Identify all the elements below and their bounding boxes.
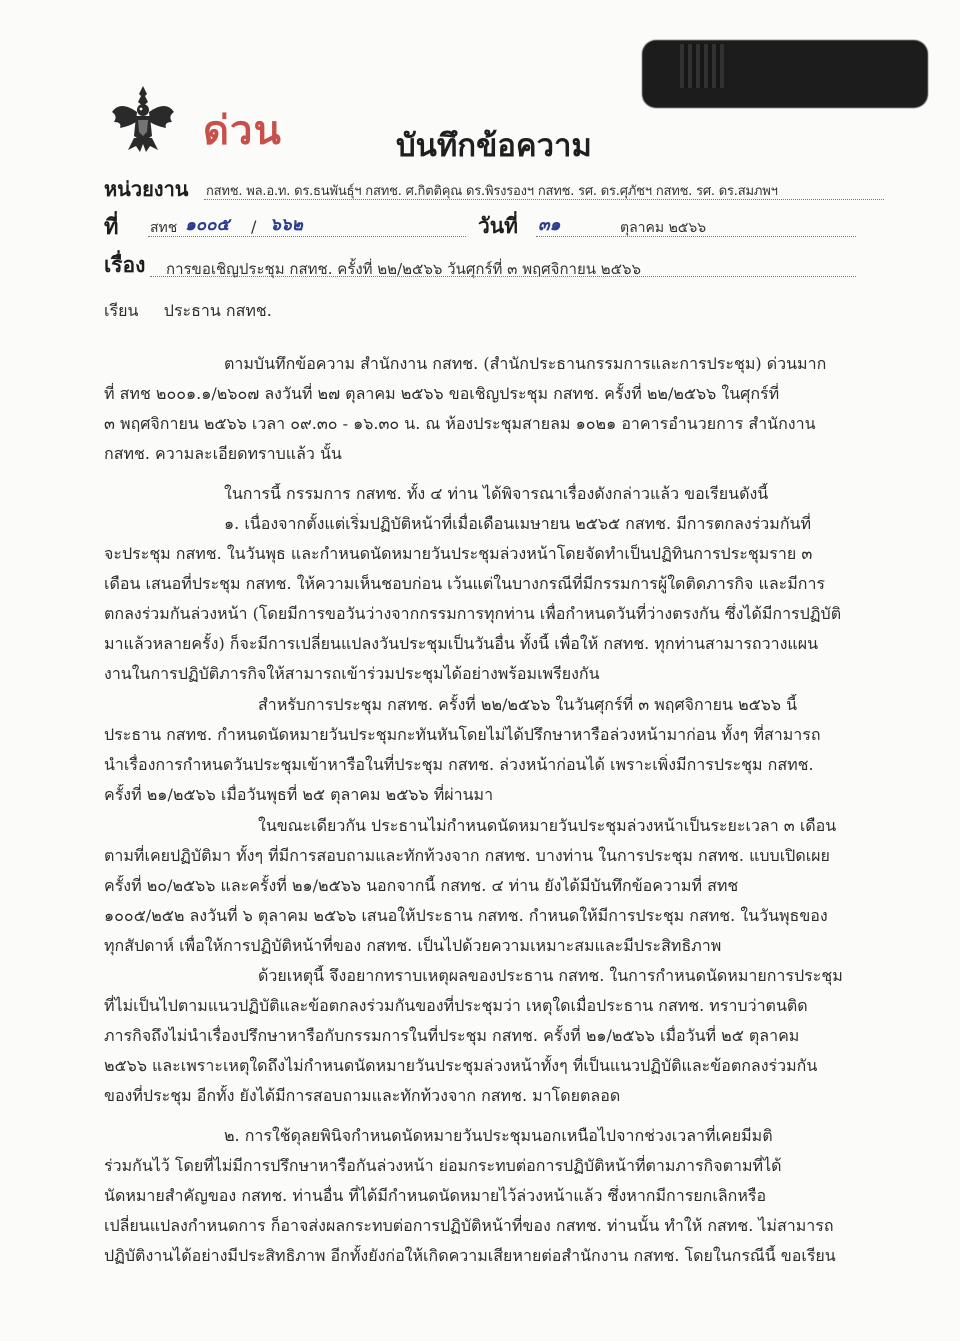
ref-underline: [148, 236, 466, 237]
body-line: ๓ พฤศจิกายน ๒๕๖๖ เวลา ๐๙.๓๐ - ๑๖.๓๐ น. ณ ห้องประชุมสายลม ๑๐๒๑ อาคารอำนวยการ สำนักงาน: [104, 414, 816, 433]
subject-underline: [150, 276, 856, 277]
date-day-handwritten: ๓๑: [538, 215, 561, 235]
body-line: กสทช. ความละเอียดทราบแล้ว นั้น: [104, 444, 342, 463]
ref-label: ที่: [104, 215, 119, 240]
date-underline: [536, 236, 856, 237]
body-line: ปฏิบัติงานได้อย่างมีประสิทธิภาพ อีกทั้งยังก่อให้เกิดความเสียหายต่อสำนักงาน กสทช. โดยในกรณีนี้ ขอเรียน: [104, 1246, 836, 1265]
ref-sub-handwritten: ๖๖๒: [270, 215, 303, 235]
body-line: ประธาน กสทช. กำหนดนัดหมายวันประชุมกะทันหันโดยไม่ได้ปรึกษาหารือล่วงหน้ามาก่อน ทั้งๆ ที่สามารถ: [104, 725, 821, 744]
body-line: นำเรื่องการกำหนดวันประชุมเข้าหารือในที่ประชุม กสทช. ล่วงหน้าก่อนได้ เพราะเพิ่งมีการประชุม กสทช.: [104, 755, 814, 774]
body-line: สำหรับการประชุม กสทช. ครั้งที่ ๒๒/๒๕๖๖ ในวันศุกร์ที่ ๓ พฤศจิกายน ๒๕๖๖ นี้: [258, 695, 798, 714]
body-line: ครั้งที่ ๒๐/๒๕๖๖ และครั้งที่ ๒๑/๒๕๖๖ นอกจากนี้ กสทช. ๔ ท่าน ยังได้มีบันทึกข้อความที่ สทช: [104, 876, 739, 895]
document-title: บันทึกข้อความ: [396, 128, 592, 164]
body-line: ๑. เนื่องจากตั้งแต่เริ่มปฏิบัติหน้าที่เมื่อเดือนเมษายน ๒๕๖๕ กสทช. มีการตกลงร่วมกันที่: [224, 514, 811, 533]
body-line: ภารกิจถึงไม่นำเรื่องปรึกษาหารือกับกรรมการในที่ประชุม กสทช. ครั้งที่ ๒๑/๒๕๖๖ เมื่อวันที่ ๒๕ ตุลาคม: [104, 1026, 800, 1045]
body-line: ๒. การใช้ดุลยพินิจกำหนดนัดหมายวันประชุมนอกเหนือไปจากช่วงเวลาที่เคยมีมติ: [224, 1126, 773, 1145]
body-line: ตามที่เคยปฏิบัติมา ทั้งๆ ที่มีการสอบถามและทักท้วงจาก กสทช. บางท่าน ในการประชุม กสทช. แบบเปิดเผย: [104, 846, 830, 865]
body-line: ที่ สทช ๒๐๐๑.๑/๒๖๐๗ ลงวันที่ ๒๗ ตุลาคม ๒๕๖๖ ขอเชิญประชุม กสทช. ครั้งที่ ๒๒/๒๕๖๖ ในศุกร์ที่: [104, 384, 780, 403]
body-line: งานในการปฏิบัติภารกิจให้สามารถเข้าร่วมประชุมได้อย่างพร้อมเพรียงกัน: [104, 664, 600, 683]
subject-value: การขอเชิญประชุม กสทช. ครั้งที่ ๒๒/๒๕๖๖ วันศุกร์ที่ ๓ พฤศจิกายน ๒๕๖๖: [166, 260, 642, 278]
ref-prefix: สทช: [150, 220, 178, 236]
ref-separator: /: [251, 217, 257, 236]
body-line: มาแล้วหลายครั้ง) ก็จะมีการเปลี่ยนแปลงวันประชุมเป็นวันอื่น ทั้งนี้ เพื่อให้ กสทช. ทุกท่านสามารถวางแผน: [104, 634, 819, 653]
date-month-year: ตุลาคม ๒๕๖๖: [620, 220, 707, 236]
subject-label: เรื่อง: [104, 253, 146, 277]
body-line: ในขณะเดียวกัน ประธานไม่กำหนดนัดหมายวันประชุมล่วงหน้าเป็นระยะเวลา ๓ เดือน: [258, 816, 837, 835]
garuda-emblem-icon: [110, 82, 176, 154]
agency-label: หน่วยงาน: [104, 177, 189, 201]
urgent-label: ด่วน: [203, 108, 282, 154]
agency-underline: [204, 199, 884, 200]
body-line: ด้วยเหตุนี้ จึงอยากทราบเหตุผลของประธาน กสทช. ในการกำหนดนัดหมายการประชุม: [258, 966, 843, 985]
body-line: จะประชุม กสทช. ในวันพุธ และกำหนดนัดหมายวันประชุมล่วงหน้าโดยจัดทำเป็นปฏิทินการประชุมราย ๓: [104, 544, 813, 563]
body-line: ที่ไม่เป็นไปตามแนวปฏิบัติและข้อตกลงร่วมกันของที่ประชุมว่า เหตุใดเมื่อประธาน กสทช. ทราบว่าตนติด: [104, 996, 808, 1015]
qr-code-icon: [680, 44, 724, 88]
body-line: เปลี่ยนแปลงกำหนดการ ก็อาจส่งผลกระทบต่อการปฏิบัติหน้าที่ของ กสทช. ท่านนั้น ทำให้ กสทช. ไม่สามารถ: [104, 1216, 834, 1235]
body-line: ๑๐๐๕/๒๕๒ ลงวันที่ ๖ ตุลาคม ๒๕๖๖ เสนอให้ประธาน กสทช. กำหนดให้มีการประชุม กสทช. ในวันพุธของ: [104, 906, 828, 925]
body-line: ครั้งที่ ๒๑/๒๕๖๖ เมื่อวันพุธที่ ๒๕ ตุลาคม ๒๕๖๖ ที่ผ่านมา: [104, 785, 494, 804]
salutation: เรียน ประธาน กสทช.: [104, 301, 272, 320]
body-line: ทุกสัปดาห์ เพื่อให้การปฏิบัติหน้าที่ของ กสทช. เป็นไปด้วยความเหมาะสมและมีประสิทธิภาพ: [104, 936, 722, 955]
body-line: ตามบันทึกข้อความ สำนักงาน กสทช. (สำนักประธานกรรมการและการประชุม) ด่วนมาก: [224, 354, 827, 373]
ref-number-handwritten: ๑๐๐๕: [185, 215, 230, 235]
body-line: ของที่ประชุม อีกทั้ง ยังได้มีการสอบถามและทักท้วงจาก กสทช. มาโดยตลอด: [104, 1086, 621, 1105]
body-line: ร่วมกันไว้ โดยที่ไม่มีการปรึกษาหารือกันล่วงหน้า ย่อมกระทบต่อการปฏิบัติหน้าที่ตามภารกิจตามที่ได้: [104, 1156, 782, 1175]
body-line: ในการนี้ กรรมการ กสทช. ทั้ง ๔ ท่าน ได้พิจารณาเรื่องดังกล่าวแล้ว ขอเรียนดังนี้: [224, 484, 769, 503]
body-line: นัดหมายสำคัญของ กสทช. ท่านอื่น ที่ได้มีกำหนดนัดหมายไว้ล่วงหน้าแล้ว ซึ่งหากมีการยกเลิกหรือ: [104, 1186, 767, 1205]
body-line: ๒๕๖๖ และเพราะเหตุใดถึงไม่กำหนดนัดหมายวันประชุมล่วงหน้าทั้งๆ ที่เป็นแนวปฏิบัติและข้อตกลงร่วมกัน: [104, 1056, 818, 1075]
date-label: วันที่: [478, 214, 518, 238]
body-line: เดือน เสนอที่ประชุม กสทช. ให้ความเห็นชอบก่อน เว้นแต่ในบางกรณีที่มีกรรมการผู้ใดติดภารกิจ และมีการ: [104, 574, 826, 593]
body-line: ตกลงร่วมกันล่วงหน้า (โดยมีการขอวันว่างจากกรรมการทุกท่าน เพื่อกำหนดวันที่ว่างตรงกัน ซึ่งได้มีการปฏิบัติ: [104, 604, 842, 623]
agency-value: กสทช. พล.อ.ท. ดร.ธนพันธุ์ฯ กสทช. ศ.กิตติคุณ ดร.พิรงรองฯ กสทช. รศ. ดร.ศุภัชฯ กสทช. รศ. ดร.สมภพฯ: [206, 184, 778, 199]
